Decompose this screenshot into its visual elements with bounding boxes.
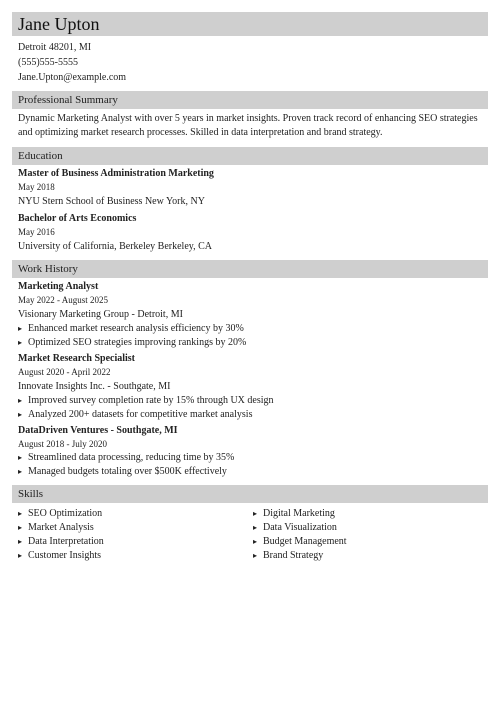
company: Innovate Insights Inc. - Southgate, MI (18, 381, 171, 392)
school: University of California, Berkeley Berkeley, CA (18, 241, 213, 252)
candidate-name: Jane Upton (18, 14, 100, 34)
job-entry (12, 280, 488, 350)
skills-column-right (253, 507, 488, 563)
job-bullet: ▸ Streamlined data processing, reducing time by 35% (18, 451, 488, 465)
job-title: DataDriven Ventures - Southgate, MI (18, 425, 178, 436)
job-dates: August 2018 - July 2020 (18, 439, 108, 449)
skills-heading (12, 485, 488, 503)
skill-item: ▸ Budget Management (253, 535, 488, 549)
job-dates: August 2020 - April 2022 (18, 367, 111, 377)
skill-item: ▸ Data Interpretation (18, 535, 253, 549)
graduation-date: May 2016 (18, 227, 55, 237)
graduation-date: May 2018 (18, 182, 55, 192)
address: Detroit 48201, MI (18, 42, 92, 53)
work-history-section (12, 280, 488, 479)
education-heading (12, 147, 488, 165)
job-bullet: ▸ Improved survey completion rate by 15% through UX design (18, 394, 488, 408)
phone: (555)555-5555 (18, 57, 78, 68)
skills-section (12, 507, 488, 563)
degree: Master of Business Administration Marketing (18, 168, 214, 179)
work-history-heading-text: Work History (18, 263, 78, 275)
job-bullets (18, 394, 488, 422)
company: Visionary Marketing Group - Detroit, MI (18, 309, 183, 320)
name-header (12, 12, 488, 36)
email: Jane.Upton@example.com (18, 72, 127, 83)
degree: Bachelor of Arts Economics (18, 213, 137, 224)
job-entry (12, 424, 488, 479)
skills-heading-text: Skills (18, 488, 44, 500)
education-section (12, 167, 488, 254)
school: NYU Stern School of Business New York, NY (18, 196, 205, 207)
skill-item: ▸ Customer Insights (18, 549, 253, 563)
skill-item: ▸ Data Visualization (253, 521, 488, 535)
summary-heading (12, 91, 488, 109)
job-dates: May 2022 - August 2025 (18, 295, 108, 305)
job-bullet: ▸ Analyzed 200+ datasets for competitive market analysis (18, 408, 488, 422)
job-title: Marketing Analyst (18, 281, 99, 292)
education-entry (12, 167, 488, 209)
skill-item: ▸ Brand Strategy (253, 549, 488, 563)
summary-heading-text: Professional Summary (18, 94, 118, 106)
skill-item: ▸ Market Analysis (18, 521, 253, 535)
skills-column-left (18, 507, 253, 563)
job-entry (12, 352, 488, 422)
job-bullet: ▸ Enhanced market research analysis efficiency by 30% (18, 322, 488, 336)
work-history-heading (12, 260, 488, 278)
skill-item: ▸ Digital Marketing (253, 507, 488, 521)
education-heading-text: Education (18, 150, 63, 162)
contact-block (12, 40, 488, 85)
summary-text: Dynamic Marketing Analyst with over 5 years in market insights. Proven track record of enhancing SEO strategies and optimizing market research processes. Skilled in data interpretation and brand strategy. (18, 113, 478, 138)
job-title: Market Research Specialist (18, 353, 136, 364)
job-bullet: ▸ Optimized SEO strategies improving rankings by 20% (18, 336, 488, 350)
job-bullets (18, 322, 488, 350)
job-bullet: ▸ Managed budgets totaling over $500K effectively (18, 465, 488, 479)
job-bullets (18, 451, 488, 479)
education-entry (12, 212, 488, 254)
skill-item: ▸ SEO Optimization (18, 507, 253, 521)
